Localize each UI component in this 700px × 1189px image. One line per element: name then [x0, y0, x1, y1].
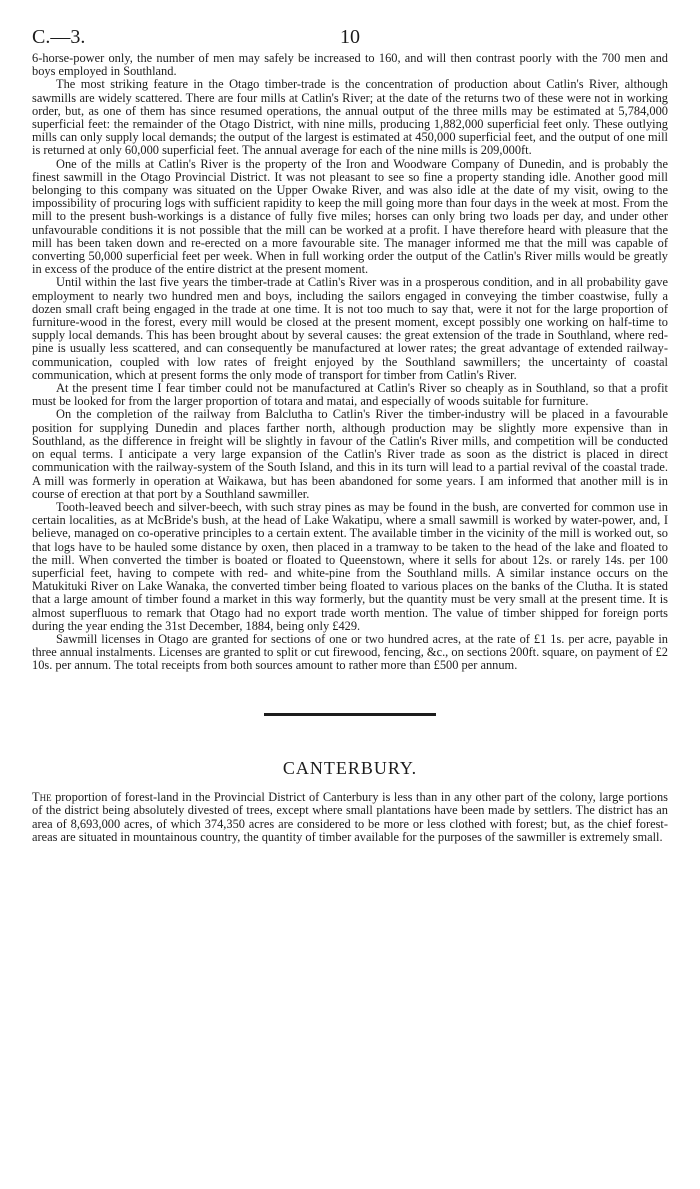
paragraph: One of the mills at Catlin's River is the property of the Iron and Woodware Company of Dunedin, and is probably the finest sawmill in the Otago Provincial District. It was not pleasant to see so fine a property standing idle. Another good mill belonging to this company was situated on the Upper Owake River, and was also idle at the date of my visit, owing to the impossibility of procuring logs with sufficient rapidity to keep the mill going more than four days in the week at most. From the mill to the present bush-workings is a distance of fully five miles; horses can only bring two loads per day, and under other unfavourable conditions it is not possible that the mill can be worked at a profit. I have therefore heard with pleasure that the mill has been taken down and re-erected on a more favourable site. The manager informed me that the mill was capable of converting 50,000 superficial feet per week. When in full working order the output of the Catlin's River mills would be greatly in excess of the produce of the entire district at the present moment.	[32, 156, 668, 277]
paragraph: On the completion of the railway from Balclutha to Catlin's River the timber-industry will be placed in a favourable position for supplying Dunedin and places farther north, although production may be slightly more expensive than in Southland, as the difference in freight will be slightly in favour of the Catlin's River mills, and competition will be conducted on equal terms. I anticipate a very large expansion of the Catlin's River trade as soon as the district is placed in direct communication with the railway-system of the South Island, and this in its turn will lead to a partial revival of the coastal trade. A mill was formerly in operation at Waikawa, but has been abandoned for some years. I am informed that another mill is in course of erection at that port by a Southland sawmiller.	[32, 407, 668, 501]
section-divider	[264, 713, 436, 716]
canterbury-section	[32, 758, 668, 845]
page-header	[32, 26, 668, 52]
section-heading: CANTERBURY.	[282, 757, 418, 778]
paragraph-continued: 6-horse-power only, the number of men may safely be increased to 160, and will then contrast poorly with the 700 men and boys employed in Southland.	[32, 51, 668, 79]
body-text	[32, 52, 668, 673]
page-number: 10	[340, 26, 360, 48]
lead-word: The	[32, 789, 52, 804]
paragraph: Until within the last five years the timber-trade at Catlin's River was in a prosperous condition, and in all probability gave employment to nearly two hundred men and boys, including the sailors engaged in conveying the timber coastwise, fully a dozen small craft being engaged in the trade at one time. It is not too much to say that, were it not for the large proportion of furniture-wood in the forest, every mill would be closed at the present moment, except possibly one working on half-time to supply local demands. This has been brought about by several causes: the great extension of the trade in Southland, where red-pine is usually less scattered, and can consequently be manufactured at lower rates; the great advantage of extended railway-communication, coupled with low rates of freight enjoyed by the Southland sawmillers; the uncertainty of coastal communication, which at present forms the only mode of transport for timber from Catlin's River.	[32, 275, 668, 382]
document-page	[32, 26, 668, 845]
paragraph: Sawmill licenses in Otago are granted for sections of one or two hundred acres, at the rate of £1 1s. per acre, payable in three annual instalments. Licenses are granted to split or cut firewood, fencing, &c., on sections 200ft. square, on payment of £2 10s. per annum. The total receipts from both sources amount to rather more than £500 per annum.	[32, 631, 668, 673]
section-paragraph-text: proportion of forest-land in the Provincial District of Canterbury is less than in any other part of the colony, large portions of the district being absolutely divested of trees, except where small plantations have been made by settlers. The district has an area of 8,693,000 acres, of which 374,350 acres are considered to be more or less clothed with forest; but, as the chief forest-areas are situated in mountainous country, the quantity of timber available for the purposes of the sawmiller is extremely small.	[32, 789, 668, 845]
section-paragraph	[32, 791, 668, 845]
paragraph: At the present time I fear timber could not be manufactured at Catlin's River so cheaply as in Southland, so that a profit must be looked for from the larger proportion of totara and matai, and especially of woods suitable for furniture.	[32, 381, 668, 409]
document-reference: C.—3.	[32, 26, 86, 48]
paragraph: The most striking feature in the Otago timber-trade is the concentration of production about Catlin's River, although sawmills are widely scattered. There are four mills at Catlin's River; at the date of the returns two of these were not in working order, but, as one of them has since resumed operations, the annual output of the three mills may be estimated at 5,784,000 superficial feet: the remainder of the Otago District, with nine mills, producing 1,882,000 superficial feet only. These outlying mills can only supply local demands; the output of the largest is estimated at 450,000 superficial feet, and the output of one mill is returned at only 60,000 superficial feet. The annual average for each of the nine mills is 209,000ft.	[32, 77, 668, 158]
paragraph: Tooth-leaved beech and silver-beech, with such stray pines as may be found in the bush, are converted for common use in certain localities, as at McBride's bush, at the head of Lake Wakatipu, where a small sawmill is worked by water-power, and, I believe, managed on co-operative principles to a certain extent. The available timber in the vicinity of the mill is worked out, so that logs have to be hauled some distance by oxen, then placed in a tramway to be taken to the head of the lake and floated to the mill. When converted the timber is boated or floated to Queenstown, where it sells for about 12s. or rarely 14s. per 100 superficial feet, having to compete with red- and white-pine from the Southland mills. A similar instance occurs on the Matukituki River on Lake Wanaka, the converted timber being floated to various places on the banks of the Clutha. It is stated that a large amount of timber found a market in this way formerly, but the quantity must be very small at the present time. It is almost superfluous to remark that Otago had no export trade worth mention. The value of timber shipped for foreign ports during the year ending the 31st December, 1884, being only £429.	[32, 499, 668, 633]
